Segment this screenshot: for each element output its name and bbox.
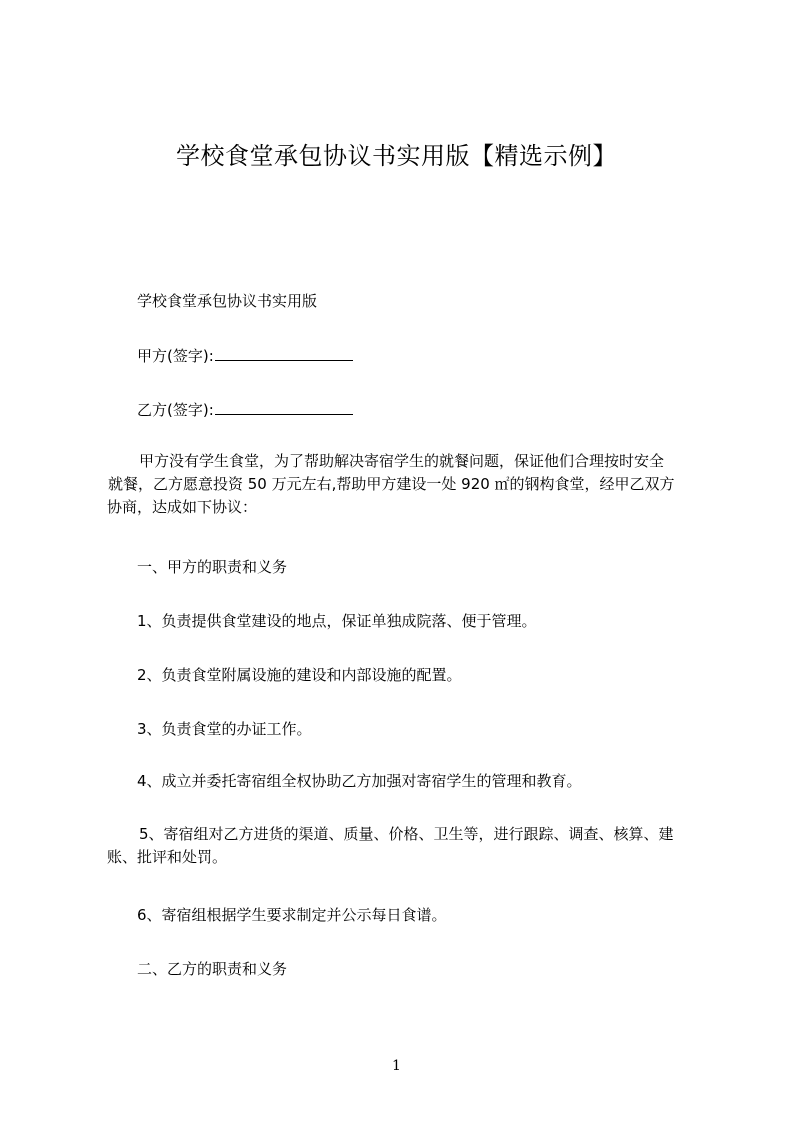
- intro-line: 甲方没有学生食堂，为了帮助解决寄宿学生的就餐问题，保证他们合理按时安全: [139, 452, 665, 470]
- section1-item: 2、负责食堂附属设施的建设和内部设施的配置。: [137, 666, 462, 684]
- party-b-signature-field[interactable]: [215, 398, 353, 415]
- section1-item: 4、成立并委托寄宿组全权协助乙方加强对寄宿学生的管理和教育。: [137, 772, 582, 790]
- section2-heading: 二、乙方的职责和义务: [137, 960, 288, 978]
- section1-item-5-line: 账、批评和处罚。: [107, 848, 228, 866]
- document-subtitle: 学校食堂承包协议书实用版: [137, 292, 318, 310]
- party-a-signature: [137, 344, 353, 366]
- section1-item-5-line: 5、寄宿组对乙方进货的渠道、质量、价格、卫生等，进行跟踪、调查、核算、建: [139, 825, 674, 843]
- intro-paragraph: [107, 450, 697, 519]
- party-b-label: 乙方(签字):: [137, 401, 214, 419]
- section1-item: 1、负责提供食堂建设的地点，保证单独成院落、便于管理。: [137, 612, 537, 630]
- section1-item: 6、寄宿组根据学生要求制定并公示每日食谱。: [137, 906, 447, 924]
- intro-line: 就餐，乙方愿意投资 50 万元左右,帮助甲方建设一处 920 ㎡的钢构食堂，经甲乙双方: [108, 475, 675, 493]
- section1-item: 3、负责食堂的办证工作。: [137, 720, 312, 738]
- intro-line: 协商，达成如下协议：: [107, 498, 258, 516]
- document-title: 学校食堂承包协议书实用版【精选示例】: [176, 142, 617, 170]
- page-number: 1: [392, 1058, 401, 1074]
- section1-heading: 一、甲方的职责和义务: [137, 558, 288, 576]
- party-a-label: 甲方(签字):: [137, 347, 214, 365]
- section1-item-5: [107, 823, 713, 869]
- party-b-signature: [137, 398, 353, 420]
- party-a-signature-field[interactable]: [215, 344, 353, 361]
